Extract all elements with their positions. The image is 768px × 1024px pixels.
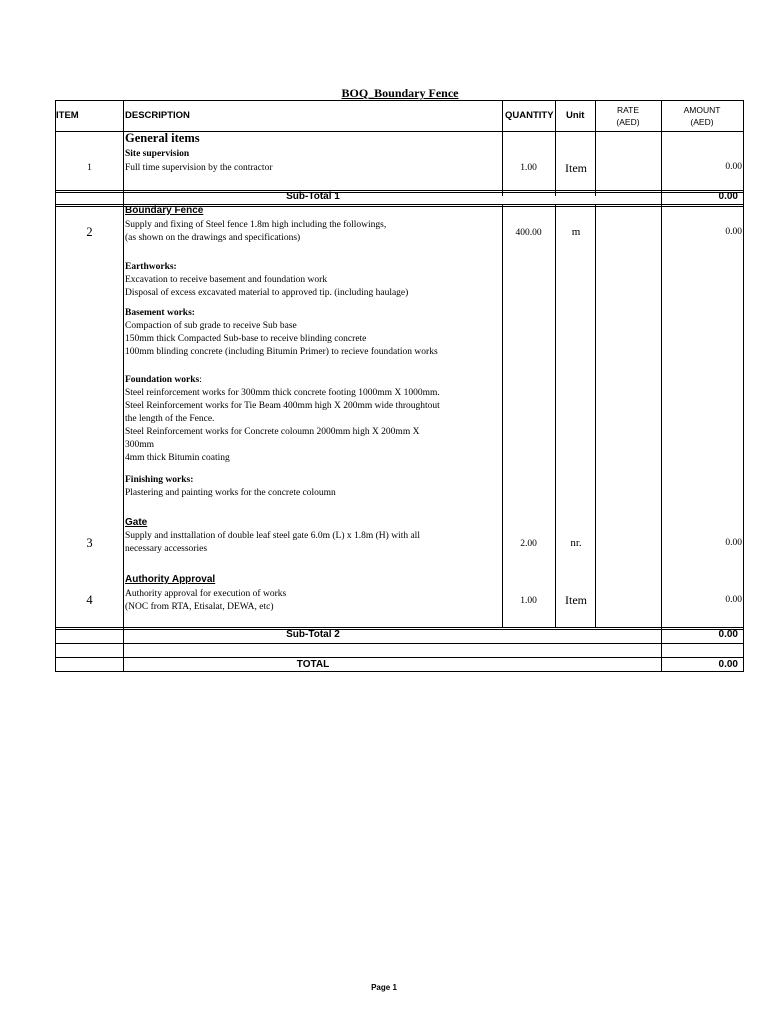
foundation-heading: Foundation works:	[125, 375, 202, 385]
subtotal-2-amount: 0.00	[718, 629, 738, 640]
item-2-amount: 0.00	[725, 227, 742, 237]
header-amount: AMOUNT (AED)	[683, 105, 721, 127]
earthworks-heading: Earthworks:	[125, 262, 177, 272]
subtotal-1-amount: 0.00	[718, 191, 738, 202]
item-1-unit: Item	[565, 161, 587, 175]
item-2-number: 2	[86, 225, 93, 239]
document-title: BOQ_Boundary Fence	[341, 86, 459, 100]
header-description: DESCRIPTION	[125, 110, 190, 121]
item-3-heading: Gate	[125, 517, 148, 528]
header-item: ITEM	[56, 110, 79, 121]
header-unit: Unit	[566, 110, 585, 121]
item-2-unit: m	[571, 226, 581, 238]
section-general-items: General items	[125, 131, 200, 145]
item-3-unit: nr.	[570, 537, 582, 549]
total-amount: 0.00	[718, 659, 738, 670]
earthworks-block: Earthworks: Excavation to receive basement and foundation work Disposal of excess excavated material to approved tip. (including haulage)	[125, 262, 409, 298]
item-4-heading: Authority Approval	[125, 574, 216, 585]
item-2-heading: Boundary Fence	[125, 205, 204, 216]
foundation-block: Foundation works: Steel reinforcement works for 300mm thick concrete footing 1000mm X 1000mm. Steel Reinforcement works for Tie Beam 400mm high X 200mm wide throughtout the length of the Fence. Steel Reinforcement works for Concrete coloumn 2000mm high X 200mm X 300mm 4mm thick Bitumin coating	[125, 375, 440, 463]
item-1-quantity: 1.00	[520, 163, 537, 173]
item-1-amount: 0.00	[725, 162, 742, 172]
subtotal-1-label: Sub-Total 1	[286, 191, 340, 202]
finishing-block: Finishing works: Plastering and painting works for the concrete coloumn	[125, 475, 336, 498]
item-4-quantity: 1.00	[520, 596, 537, 606]
item-1-description: Full time supervision by the contractor	[125, 163, 273, 173]
header-quantity: QUANTITY	[505, 110, 554, 121]
page-number: Page 1	[371, 983, 397, 992]
item-2-quantity: 400.00	[515, 228, 542, 238]
item-3-amount: 0.00	[725, 538, 742, 548]
item-4-unit: Item	[565, 593, 587, 607]
item-3-description: Supply and insttallation of double leaf steel gate 6.0m (L) x 1.8m (H) with all necessary accessories	[125, 531, 420, 554]
item-1-heading: Site supervision	[125, 149, 190, 159]
header-rate: RATE (AED)	[616, 105, 640, 127]
item-1-number: 1	[87, 163, 92, 173]
subtotal-2-label: Sub-Total 2	[286, 629, 340, 640]
item-4-amount: 0.00	[725, 595, 742, 605]
finishing-heading: Finishing works:	[125, 475, 194, 485]
total-label: TOTAL	[296, 659, 330, 670]
item-4-description: Authority approval for execution of works (NOC from RTA, Etisalat, DEWA, etc)	[125, 589, 287, 612]
basement-block: Basement works: Compaction of sub grade to receive Sub base 150mm thick Compacted Sub-base to receive blinding concrete 100mm blinding concrete (including Bitumin Primer) to recieve foundation works	[125, 308, 438, 357]
item-2-description: Supply and fixing of Steel fence 1.8m high including the followings, (as shown on the drawings and specifications)	[125, 220, 387, 243]
basement-heading: Basement works:	[125, 308, 195, 318]
item-3-quantity: 2.00	[520, 539, 537, 549]
item-4-number: 4	[86, 593, 93, 607]
item-3-number: 3	[86, 536, 93, 550]
